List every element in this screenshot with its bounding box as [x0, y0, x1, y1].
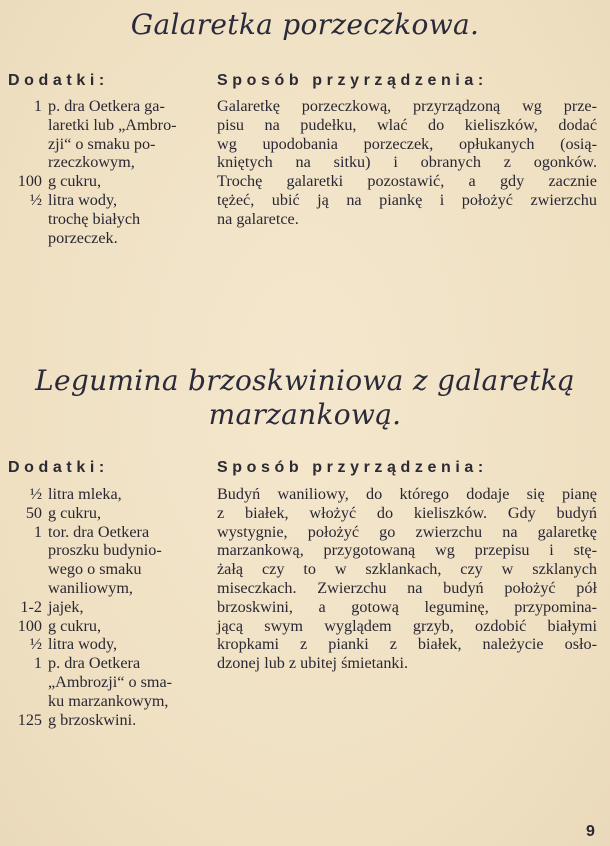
ingredient-text: g cukru, — [48, 172, 102, 191]
ingredient-row — [0, 191, 205, 210]
ingredient-text: p. dra Oetkera — [48, 654, 141, 673]
ingredient-qty: 1 — [33, 654, 42, 673]
method-heading: Sposób przyrządzenia: — [217, 72, 488, 89]
ingredient-text: jajek, — [48, 597, 84, 616]
method-line: wystygnie, położyć go zwierzchu na galaretkę — [217, 522, 597, 541]
ingredient-row — [0, 116, 205, 135]
ingredient-qty: 50 — [25, 503, 42, 522]
ingredients-list — [0, 485, 205, 729]
ingredients-heading: Dodatki: — [8, 72, 109, 89]
ingredient-text: waniliowym, — [48, 578, 133, 597]
method-line: kropkami z pianki z białek, należycie osło- — [217, 635, 597, 654]
method-line: kniętych na sitku) i obranych z ogonków. — [217, 153, 597, 172]
ingredient-row — [0, 504, 205, 523]
method-heading: Sposób przyrządzenia: — [217, 459, 488, 476]
ingredients-heading: Dodatki: — [8, 459, 109, 476]
method-line: brzoskwini, a gotową leguminę, przypomina- — [217, 597, 597, 616]
ingredient-qty: 125 — [17, 710, 42, 729]
method-line: z białek, włożyć do kieliszków. Gdy budyń — [217, 503, 597, 522]
ingredient-row — [0, 229, 205, 248]
ingredient-qty — [0, 210, 48, 229]
ingredient-text: proszku budynio- — [48, 541, 162, 560]
ingredient-text: zji“ o smaku po- — [48, 134, 156, 153]
ingredient-text: g cukru, — [48, 503, 102, 522]
ingredient-text: litra wody, — [48, 190, 118, 209]
ingredient-row — [0, 598, 205, 617]
method-line: pisu na pudełku, wlać do kieliszków, dodać — [217, 115, 597, 134]
ingredient-qty: 1 — [33, 97, 42, 115]
ingredient-row — [0, 654, 205, 673]
recipe-title-continued: marzankową. — [208, 398, 402, 431]
ingredient-text: „Ambrozji“ o sma- — [48, 672, 173, 691]
ingredient-qty: 100 — [17, 616, 42, 635]
ingredient-qty — [0, 116, 48, 135]
ingredient-qty — [0, 541, 48, 560]
ingredient-row — [0, 711, 205, 730]
method-line: Trochę galaretki pozostawić, a gdy zacznie — [217, 172, 597, 191]
ingredient-row — [0, 97, 205, 116]
method-line: żałą czy to w szklankach, czy w szklanych — [217, 560, 597, 579]
ingredient-qty — [0, 560, 48, 579]
ingredient-row — [0, 172, 205, 191]
ingredient-text: g cukru, — [48, 616, 102, 635]
ingredient-row — [0, 635, 205, 654]
ingredient-qty: ½ — [29, 190, 42, 209]
ingredient-text: g brzoskwini. — [48, 710, 137, 729]
method-line: wg upodobania porzeczek, opłukanych (osią- — [217, 134, 597, 153]
ingredient-text: litra mleka, — [48, 485, 122, 503]
ingredient-qty: ½ — [29, 635, 42, 654]
ingredient-text: wego o smaku — [48, 560, 142, 579]
ingredient-text: ku marzankowym, — [48, 691, 169, 710]
ingredient-row — [0, 485, 205, 504]
ingredient-text: litra wody, — [48, 635, 118, 654]
ingredient-qty — [0, 135, 48, 154]
method-line: Galaretkę porzeczkową, przyrządzoną wg prze- — [217, 97, 597, 115]
recipe-title: Galaretka porzeczkowa. — [130, 8, 480, 41]
ingredient-row — [0, 135, 205, 154]
ingredient-row — [0, 560, 205, 579]
ingredient-qty — [0, 692, 48, 711]
ingredient-text: laretki lub „Ambro- — [48, 115, 177, 134]
ingredient-qty — [0, 579, 48, 598]
ingredient-row — [0, 523, 205, 542]
method-line: jącą swym wyglądem grzyb, ozdobić białymi — [217, 616, 597, 635]
method-line: na galaretce. — [217, 209, 299, 228]
ingredient-row — [0, 673, 205, 692]
ingredient-row — [0, 541, 205, 560]
ingredient-qty: 100 — [17, 172, 42, 191]
ingredient-row — [0, 579, 205, 598]
ingredient-row — [0, 210, 205, 229]
ingredient-text: rzeczkowym, — [48, 153, 135, 172]
ingredient-qty: ½ — [29, 485, 42, 503]
page-number: 9 — [586, 823, 595, 840]
method-text — [217, 485, 597, 673]
ingredient-row — [0, 153, 205, 172]
method-line: dzonej lub z ubitej śmietanki. — [217, 654, 409, 673]
recipe-title: Legumina brzoskwiniowa z galaretką — [35, 364, 575, 397]
method-text — [217, 97, 597, 229]
ingredient-qty — [0, 229, 48, 248]
ingredient-qty — [0, 673, 48, 692]
ingredient-text: trochę białych — [48, 209, 141, 228]
method-line: marzankową, przygotowaną wg przepisu i stę- — [217, 541, 597, 560]
ingredient-qty — [0, 153, 48, 172]
ingredient-row — [0, 617, 205, 636]
ingredient-row — [0, 692, 205, 711]
ingredient-qty: 1-2 — [20, 597, 42, 616]
ingredient-text: porzeczek. — [48, 228, 118, 247]
ingredient-text: p. dra Oetkera ga- — [48, 97, 165, 115]
method-line: miseczkach. Zwierzchu na budyń położyć pół — [217, 578, 597, 597]
method-line: tężeć, ubić ją na piankę i położyć zwierzchu — [217, 190, 597, 209]
ingredient-qty: 1 — [33, 522, 42, 541]
ingredients-list — [0, 97, 205, 247]
method-line: Budyń waniliowy, do którego dodaje się pianę — [217, 485, 597, 503]
ingredient-text: tor. dra Oetkera — [48, 522, 150, 541]
